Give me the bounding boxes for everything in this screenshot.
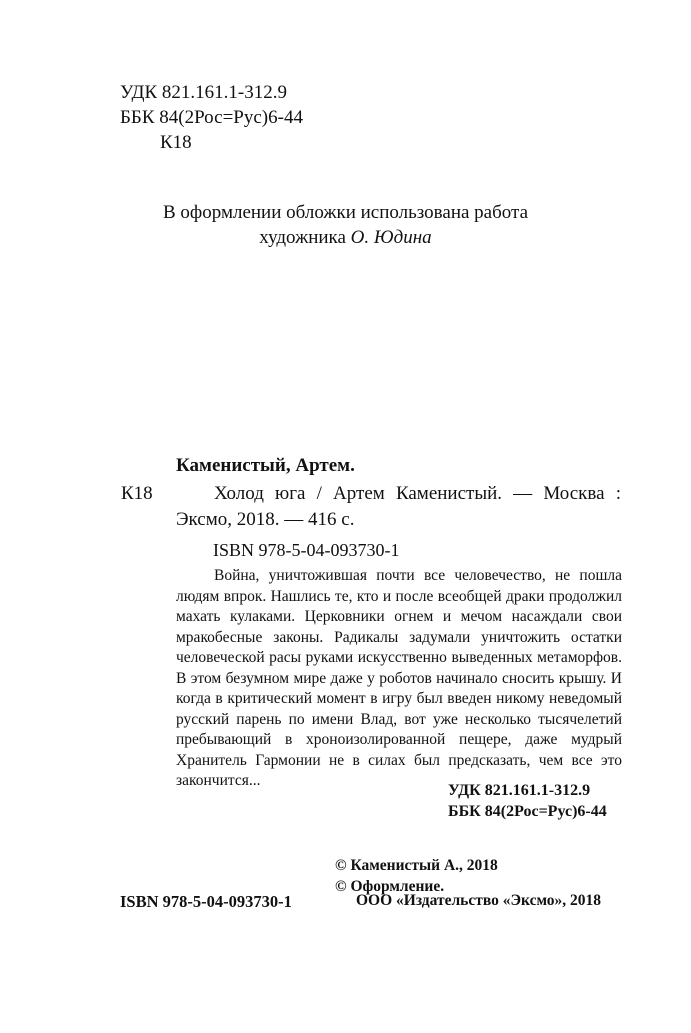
udk-code: УДК 821.161.1-312.9 [120, 82, 287, 103]
author-heading: Каменистый, Артем. [176, 455, 355, 476]
bibliographic-description: Холод юга / Артем Каменистый. — Москва : Эксмо, 2018. — 416 с. [176, 483, 621, 530]
isbn-bottom: ISBN 978-5-04-093730-1 [120, 892, 292, 911]
bottom-udk-code: УДК 821.161.1-312.9 [448, 782, 591, 799]
isbn-main: ISBN 978-5-04-093730-1 [213, 540, 400, 560]
cover-credit-line2 [0, 225, 691, 250]
author-sign: К18 [160, 132, 192, 153]
classification-block [120, 80, 303, 155]
bottom-classification-block [448, 780, 607, 822]
cover-credit-line1: В оформлении обложки использована работа [163, 202, 528, 223]
cover-credit [0, 200, 691, 250]
publisher-copyright: ООО «Издательство «Эксмо», 2018 [356, 892, 602, 909]
copyright-author: © Каменистый А., 2018 [335, 857, 498, 874]
bbk-code: ББК 84(2Рос=Рус)6-44 [120, 107, 303, 128]
bibliographic-author-sign: К18 [121, 483, 153, 504]
annotation-text: Война, уничтожившая почти все человечество, не пошла людям впрок. Нашлись те, кто и после всеобщей драки продолжил махать кулаками. Церковники огнем и мечом насаждали свои мракобесные законы. Радикалы задумали уничтожить остатки человеческой расы руками искусственно выведенных метаморфов. В этом безумном мире даже у роботов начинало сносить крышу. И когда в критический момент в игру был введен никому неведомый русский парень по имени Влад, вот уже несколько тысячелетий пребывающий в хроноизолированной пещере, даже мудрый Хранитель Гармонии не в силах был предсказать, чем все это закончится... [176, 567, 622, 789]
artist-name: О. Юдина [350, 227, 432, 248]
cover-credit-prefix: художника [259, 227, 351, 248]
copyright-block [335, 855, 498, 897]
bottom-bbk-code: ББК 84(2Рос=Рус)6-44 [448, 803, 607, 820]
copyright-design: © Оформление. [335, 878, 445, 895]
